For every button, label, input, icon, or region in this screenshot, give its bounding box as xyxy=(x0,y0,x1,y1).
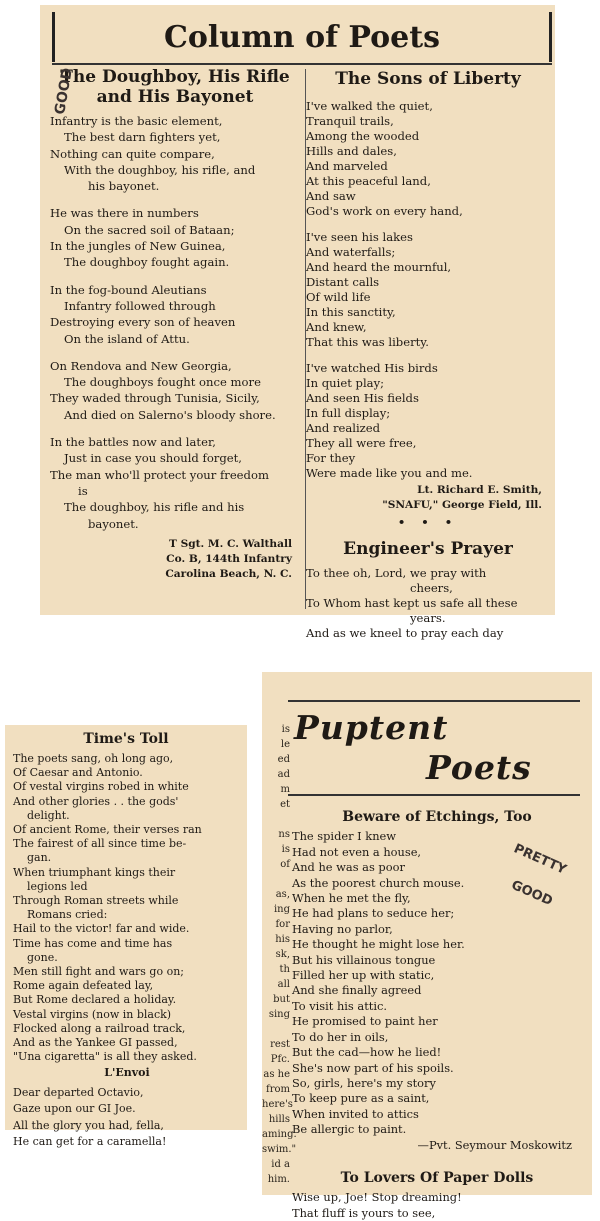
poem-line: bayonet. xyxy=(88,516,139,531)
poem-line: When he met the fly, xyxy=(292,891,411,906)
poem-line: And heard the mournful, xyxy=(306,260,452,274)
poem-line: So, girls, here's my story xyxy=(292,1075,436,1090)
poem-line: And as we kneel to pray each day xyxy=(306,626,504,640)
puptent-poems xyxy=(292,810,582,1221)
poem-line: But his villainous tongue xyxy=(292,952,436,967)
poem-line: And saw xyxy=(306,189,356,203)
poem-line: And as the Yankee GI passed, xyxy=(13,1036,178,1050)
fragment: all xyxy=(277,979,290,990)
fragment: as he xyxy=(263,1069,290,1080)
poem-line: Of Caesar and Antonio. xyxy=(13,766,143,780)
fragment xyxy=(262,1022,290,1037)
poem-line: She's now part of his spoils. xyxy=(292,1060,454,1075)
poem-line: "Una cigaretta" is all they asked. xyxy=(13,1050,197,1064)
poem-line: He promised to paint her xyxy=(292,1014,438,1029)
poem-line: Of ancient Rome, their verses ran xyxy=(13,823,202,837)
poem-line: Distant calls xyxy=(306,275,380,289)
times-toll-clipping xyxy=(5,725,247,1149)
fragment: his xyxy=(275,934,290,945)
fragment: as, xyxy=(275,889,290,900)
poem-line: Wise up, Joe! Stop dreaming! xyxy=(292,1190,462,1205)
poem-signature xyxy=(306,483,550,513)
poem-line: In this sanctity, xyxy=(306,305,396,319)
poem-line: And other glories . . the gods' xyxy=(13,794,179,808)
poem-line: And seen His fields xyxy=(306,391,419,405)
fragment xyxy=(262,812,290,827)
engineers-prayer-poem xyxy=(306,566,550,641)
poem-line: That this was liberty. xyxy=(306,335,429,349)
poem-line: I've watched His birds xyxy=(306,361,438,375)
poem-line: is xyxy=(78,483,88,498)
fragment xyxy=(262,872,290,887)
poem-line: Having no parlor, xyxy=(292,921,393,936)
envoi-stanza xyxy=(13,1085,241,1151)
poem-line: gone. xyxy=(27,950,58,964)
column-of-poets-clipping xyxy=(40,5,555,640)
poem-signature xyxy=(50,537,300,582)
poem-title: To Lovers Of Paper Dolls xyxy=(340,1169,534,1186)
poem-line: The doughboy, his rifle and his xyxy=(64,500,245,515)
envoi-title: L'Envoi xyxy=(104,1066,150,1080)
poem-line: In full display; xyxy=(306,406,391,420)
poem-line: They waded through Tunisia, Sicily, xyxy=(50,391,260,406)
fragment: for xyxy=(275,919,290,930)
poem-line: Men still fight and wars go on; xyxy=(13,965,184,979)
fragment: ed xyxy=(277,754,290,765)
poem-line: On the island of Attu. xyxy=(64,331,190,346)
header-word: Poets xyxy=(426,748,532,787)
fragment: sk, xyxy=(275,949,290,960)
poem-line: Tranquil trails, xyxy=(306,114,394,128)
stanza xyxy=(50,282,300,347)
poem-line: The best darn fighters yet, xyxy=(64,130,221,145)
poem-title xyxy=(50,67,300,107)
poem-line: God's work on every hand, xyxy=(306,204,463,218)
poem-line: Filled her up with static, xyxy=(292,968,435,983)
stanza xyxy=(50,434,300,532)
fragment: sing xyxy=(268,1009,290,1020)
poem-line: The doughboy fought again. xyxy=(64,255,230,270)
fragment: from xyxy=(266,1084,290,1095)
poem-line: Of wild life xyxy=(306,290,371,304)
poem-line: When triumphant kings their xyxy=(13,865,176,879)
doughboy-poem xyxy=(50,67,300,582)
poem-line: Destroying every son of heaven xyxy=(50,315,236,330)
fragment: swim." xyxy=(262,1144,297,1155)
poem-line: The man who'll protect your freedom xyxy=(50,467,269,482)
poem-line: Just in case you should forget, xyxy=(64,451,242,466)
poem-line: To thee oh, Lord, we pray with xyxy=(306,566,487,580)
poem-line: Through Roman streets while xyxy=(13,894,179,908)
poem-line: Gaze upon our GI Joe. xyxy=(13,1102,136,1116)
fragment: ad xyxy=(277,769,290,780)
stanza xyxy=(306,230,550,350)
poem-title: Beware of Etchings, Too xyxy=(342,809,532,825)
poem-line: Infantry followed through xyxy=(64,298,216,313)
poem-line: Nothing can quite compare, xyxy=(50,146,215,161)
poem-line: Infantry is the basic element, xyxy=(50,114,223,128)
poem-line: For they xyxy=(306,451,356,465)
fragment: m xyxy=(280,784,290,795)
poem-line: The fairest of all since time be- xyxy=(13,837,187,851)
poem-line: Hail to the victor! far and wide. xyxy=(13,922,190,936)
poem-line: In the fog-bound Aleutians xyxy=(50,282,207,297)
poem-line: Of vestal virgins robed in white xyxy=(13,780,189,794)
poem-line: Be allergic to paint. xyxy=(292,1122,407,1137)
fragment: ing xyxy=(273,904,290,915)
poem-line: And knew, xyxy=(306,320,367,334)
signature-line: "SNAFU," George Field, Ill. xyxy=(382,499,542,511)
fragment: aming. xyxy=(262,1129,297,1140)
handwritten-note: GOOD xyxy=(52,66,76,116)
signature-line: Lt. Richard E. Smith, xyxy=(417,484,542,496)
sons-of-liberty-poem xyxy=(306,69,550,641)
fragment: is xyxy=(281,724,290,735)
poem-line: In the battles now and later, xyxy=(50,435,216,450)
poem-line: Hills and dales, xyxy=(306,144,397,158)
poem-line: To keep pure as a saint, xyxy=(292,1091,430,1106)
signature-line: T Sgt. M. C. Walthall xyxy=(169,537,292,550)
poem-line: Flocked along a railroad track, xyxy=(13,1021,186,1035)
poem-line: The poets sang, oh long ago, xyxy=(13,752,174,765)
signature-line: Carolina Beach, N. C. xyxy=(165,567,292,580)
fragment: le xyxy=(280,739,290,750)
poem-line: Dear departed Octavio, xyxy=(13,1085,144,1099)
poem-line: Had not even a house, xyxy=(292,844,422,859)
poem-line: And waterfalls; xyxy=(306,245,396,259)
poem-line: And he was as poor xyxy=(292,860,405,875)
poem-line: To Whom hast kept us safe all these xyxy=(306,596,518,610)
poem-line: delight. xyxy=(27,808,70,822)
poem-title-line: The Doughboy, His Rifle xyxy=(60,67,290,87)
header-rule xyxy=(52,63,552,65)
times-toll-poem xyxy=(13,752,241,1151)
poem-line: He was there in numbers xyxy=(50,206,199,221)
poem-line: gan. xyxy=(27,851,52,865)
poem-line: And she finally agreed xyxy=(292,983,422,998)
stanza xyxy=(50,113,300,194)
fragment: of xyxy=(280,859,290,870)
fragment: et xyxy=(280,799,290,810)
poem-line: And marveled xyxy=(306,159,388,173)
poem-line: At this peaceful land, xyxy=(306,174,431,188)
stanza xyxy=(306,361,550,481)
puptent-poets-clipping xyxy=(262,672,592,1220)
poem-line: Time has come and time has xyxy=(13,936,173,950)
poem-title-line: and His Bayonet xyxy=(96,87,254,107)
clipping-header: Column of Poets xyxy=(52,12,552,62)
header-word: Puptent xyxy=(294,708,449,747)
fragment: is xyxy=(281,844,290,855)
poem-line: He thought he might lose her. xyxy=(292,937,465,952)
poem-line: And realized xyxy=(306,421,381,435)
poem-line: I've walked the quiet, xyxy=(306,99,433,113)
fragment: id a xyxy=(271,1159,290,1170)
poem-line: Romans cried: xyxy=(27,908,108,922)
poem-title: Engineer's Prayer xyxy=(343,539,513,559)
poem-line: In the jungles of New Guinea, xyxy=(50,239,226,254)
stanza xyxy=(306,99,550,219)
poem-title: The Sons of Liberty xyxy=(335,69,521,89)
poem-line: On Rendova and New Georgia, xyxy=(50,358,232,373)
poem-line: In quiet play; xyxy=(306,376,385,390)
stanza xyxy=(50,358,300,423)
puptent-poets-header xyxy=(288,700,580,796)
poem-line: Vestal virgins (now in black) xyxy=(13,1007,172,1021)
signature-line: Co. B, 144th Infantry xyxy=(166,552,292,565)
poem-line: That fluff is yours to see, xyxy=(292,1205,436,1220)
poem-line: As the poorest church mouse. xyxy=(292,875,465,890)
poem-title: Time's Toll xyxy=(83,731,169,747)
stanza xyxy=(50,205,300,270)
poem-line: The doughboys fought once more xyxy=(64,375,261,390)
paper-dolls-poem xyxy=(292,1190,582,1221)
fragment: th xyxy=(279,964,290,975)
poem-line: All the glory you had, fella, xyxy=(13,1118,164,1132)
poem-line: But Rome declared a holiday. xyxy=(13,993,177,1007)
poem-line: I've seen his lakes xyxy=(306,230,413,244)
poem-line: With the doughboy, his rifle, and xyxy=(64,162,256,177)
handwritten-note: PRETTY xyxy=(511,841,569,878)
separator-dots: • • • xyxy=(397,515,459,529)
fragment: hills xyxy=(268,1114,290,1125)
poem-line: Were made like you and me. xyxy=(306,466,473,480)
handwritten-note: GOOD xyxy=(508,877,555,910)
poem-signature: —Pvt. Seymour Moskowitz xyxy=(417,1137,572,1152)
poem-line: But the cad—how he lied! xyxy=(292,1045,442,1060)
poem-line: On the sacred soil of Bataan; xyxy=(64,222,235,237)
poem-line: Among the wooded xyxy=(306,129,420,143)
fragment: Pfc. xyxy=(270,1054,290,1065)
poem-line: cheers, xyxy=(410,581,453,595)
poem-line: Rome again defeated lay, xyxy=(13,979,154,993)
poem-line: He had plans to seduce her; xyxy=(292,906,455,921)
fragment: rest xyxy=(270,1039,290,1050)
poem-line: his bayonet. xyxy=(88,179,160,194)
beware-of-etchings-poem xyxy=(292,829,582,1153)
fragment: him. xyxy=(267,1174,290,1185)
poem-line: And died on Salerno's bloody shore. xyxy=(64,407,276,422)
fragment: here's xyxy=(262,1099,293,1110)
poem-line: legions led xyxy=(27,879,88,893)
poem-line: To do her in oils, xyxy=(292,1029,389,1044)
fragment: but xyxy=(273,994,290,1005)
poem-line: To visit his attic. xyxy=(292,998,387,1013)
poem-line: They all were free, xyxy=(306,436,417,450)
cut-off-column xyxy=(262,722,297,1192)
poem-line: years. xyxy=(410,611,446,625)
poem-line: When invited to attics xyxy=(292,1106,419,1121)
poem-line: He can get for a caramella! xyxy=(13,1135,167,1149)
fragment: ns xyxy=(278,829,290,840)
poem-line: The spider I knew xyxy=(292,829,397,844)
